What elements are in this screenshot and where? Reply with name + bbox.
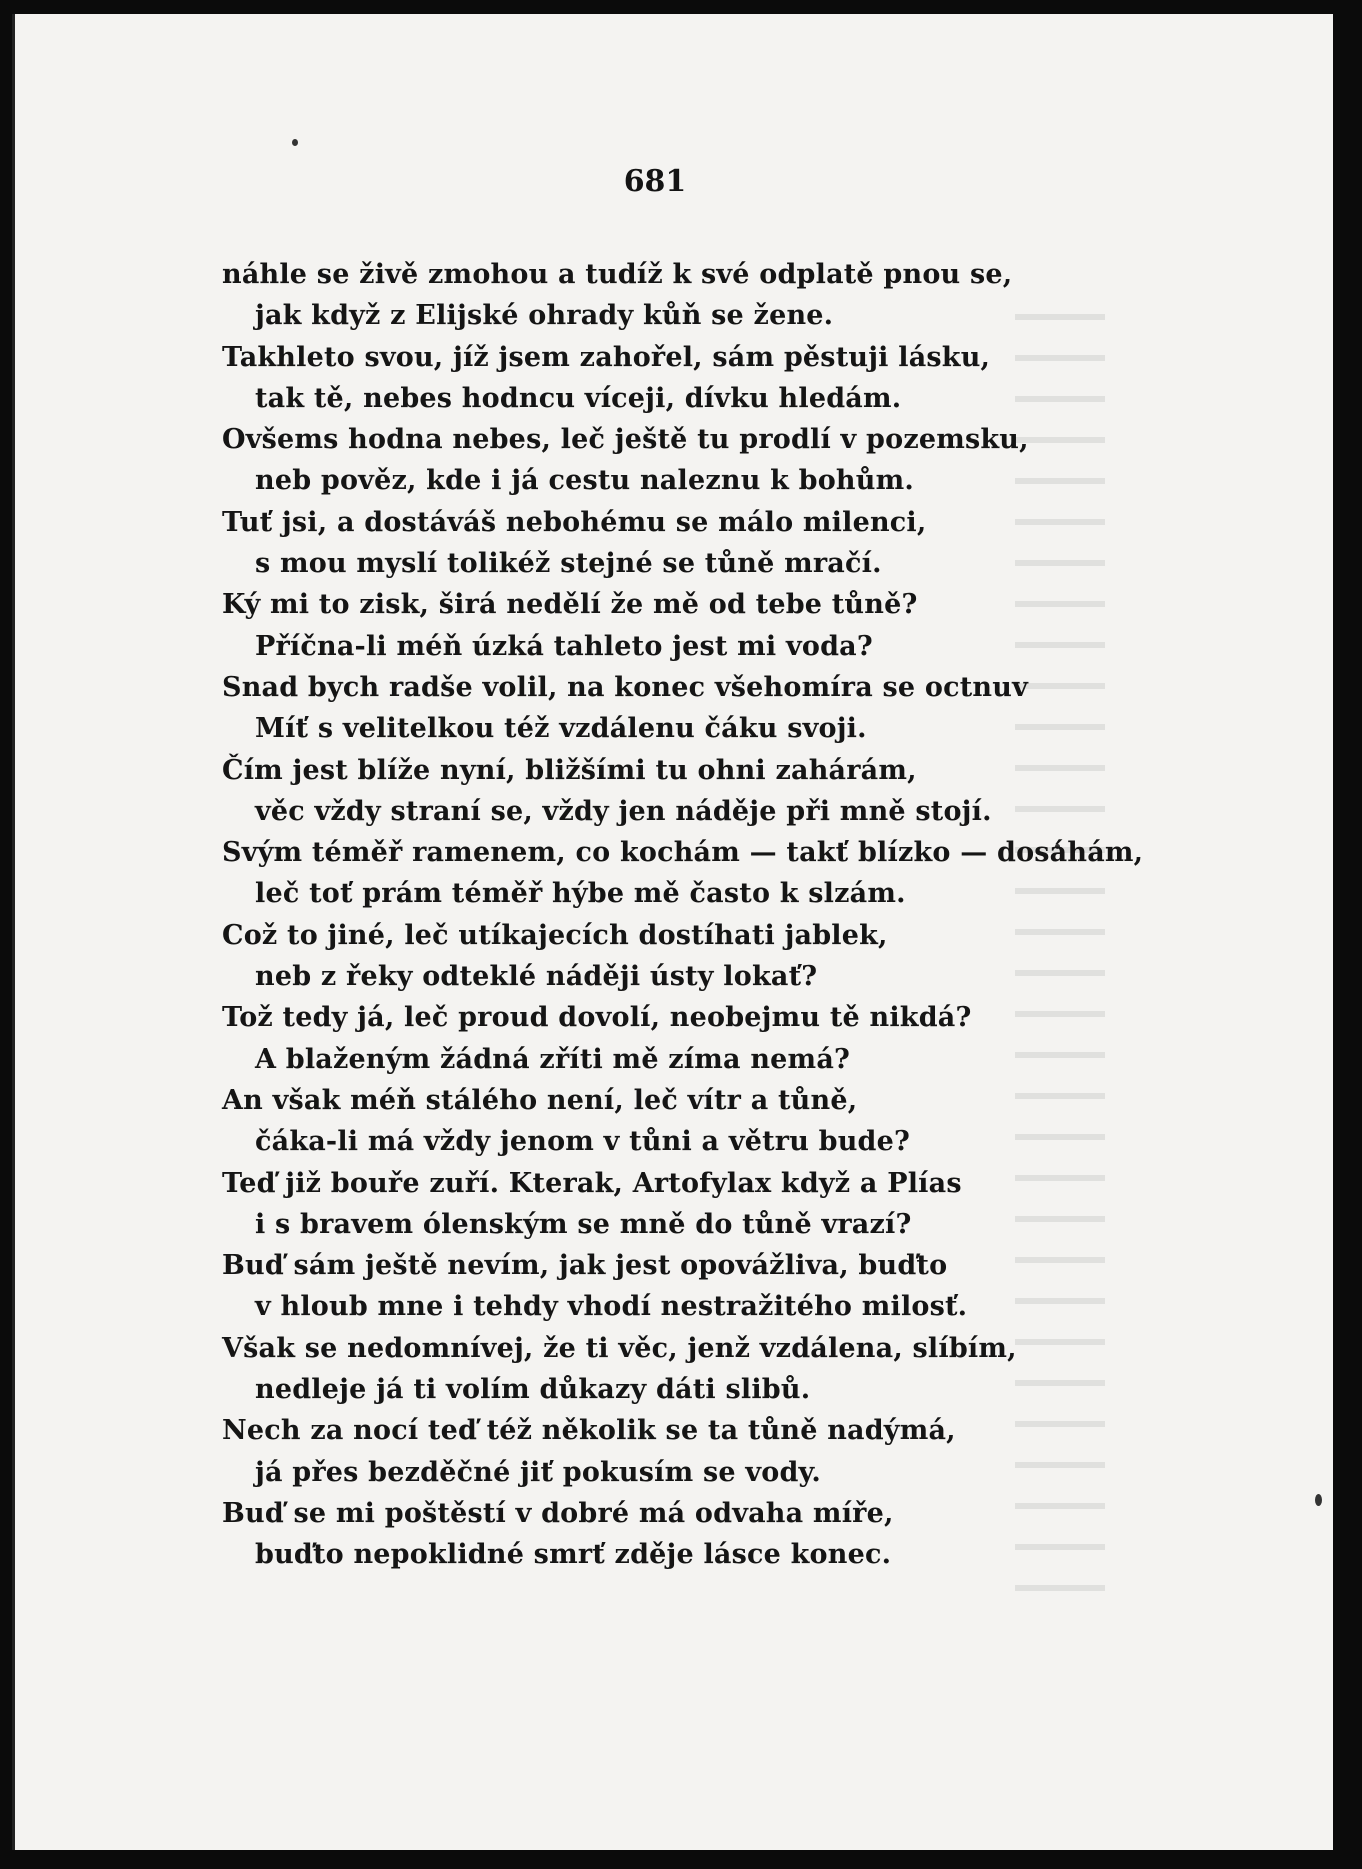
ink-speck: [1315, 1494, 1322, 1506]
poem-line: věc vždy straní se, vždy jen náděje při mně stojí.: [255, 795, 992, 827]
poem-line: nedleje já ti volím důkazy dáti slibů.: [255, 1374, 811, 1406]
poem-line: Nech za nocí teď též několik se ta tůně nadýmá,: [222, 1415, 956, 1447]
poem-line: leč toť prám téměř hýbe mě často k slzám.: [255, 878, 906, 910]
ink-speck: [292, 139, 298, 146]
poem-line: já přes bezděčné jiť pokusím se vody.: [255, 1456, 821, 1488]
poem-line: Tuť jsi, a dostáváš nebohému se málo milenci,: [222, 506, 927, 538]
poem-line: Buď se mi poštěstí v dobré má odvaha míře,: [222, 1497, 894, 1529]
poem-line: neb pověz, kde i já cestu naleznu k bohům.: [255, 465, 914, 497]
book-page: [12, 14, 1333, 1850]
poem-line: i s bravem ólenským se mně do tůně vrazí?: [255, 1208, 912, 1240]
poem-line: neb z řeky odteklé náději ústy lokať?: [255, 961, 818, 993]
poem-line: Takhleto svou, jíž jsem zahořel, sám pěstuji lásku,: [222, 341, 991, 373]
poem-line: buďto nepoklidné smrť zděje lásce konec.: [255, 1539, 892, 1571]
poem-line: Teď již bouře zuří. Kterak, Artofylax když a Plías: [222, 1167, 962, 1199]
poem-line: tak tě, nebes hodncu víceji, dívku hledám.: [255, 382, 902, 414]
poem-line: An však méň stálého není, leč vítr a tůně,: [222, 1084, 858, 1116]
poem-line: Však se nedomnívej, že ti věc, jenž vzdálena, slíbím,: [222, 1332, 1017, 1364]
poem-line: v hloub mne i tehdy vhodí nestražitého milosť.: [255, 1291, 968, 1323]
poem-line: Ovšems hodna nebes, leč ještě tu prodlí v pozemsku,: [222, 424, 1029, 456]
page-number: 681: [623, 164, 687, 199]
poem-line: Snad bych radše volil, na konec všehomíra se octnuv: [222, 671, 1028, 703]
poem-line: Svým téměř ramenem, co kochám — takť blízko — dosáhám,: [222, 837, 1144, 869]
poem-line: Tož tedy já, leč proud dovolí, neobejmu tě nikdá?: [222, 1002, 972, 1034]
poem-line: čáka-li má vždy jenom v tůni a větru bude?: [255, 1126, 911, 1158]
poem-line: Ký mi to zisk, širá nedělí že mě od tebe tůně?: [222, 589, 918, 621]
poem-line: s mou myslí tolikéž stejné se tůně mračí.: [255, 548, 882, 580]
poem-line: jak když z Elijské ohrady kůň se žene.: [255, 300, 834, 332]
poem-line: Čím jest blíže nyní, bližšími tu ohni zahárám,: [222, 754, 917, 786]
poem-line: Míť s velitelkou též vzdálenu čáku svoji.: [255, 713, 867, 745]
poem-text: [222, 254, 1182, 1576]
poem-line: Příčna-li méň úzká tahleto jest mi voda?: [255, 630, 873, 662]
poem-line: Což to jiné, leč utíkajecích dostíhati jablek,: [222, 919, 888, 951]
poem-line: Buď sám ještě nevím, jak jest opovážliva, buďto: [222, 1250, 948, 1282]
poem-line: náhle se živě zmohou a tudíž k své odplatě pnou se,: [222, 259, 1013, 290]
poem-line: A blaženým žádná zříti mě zíma nemá?: [255, 1043, 851, 1075]
